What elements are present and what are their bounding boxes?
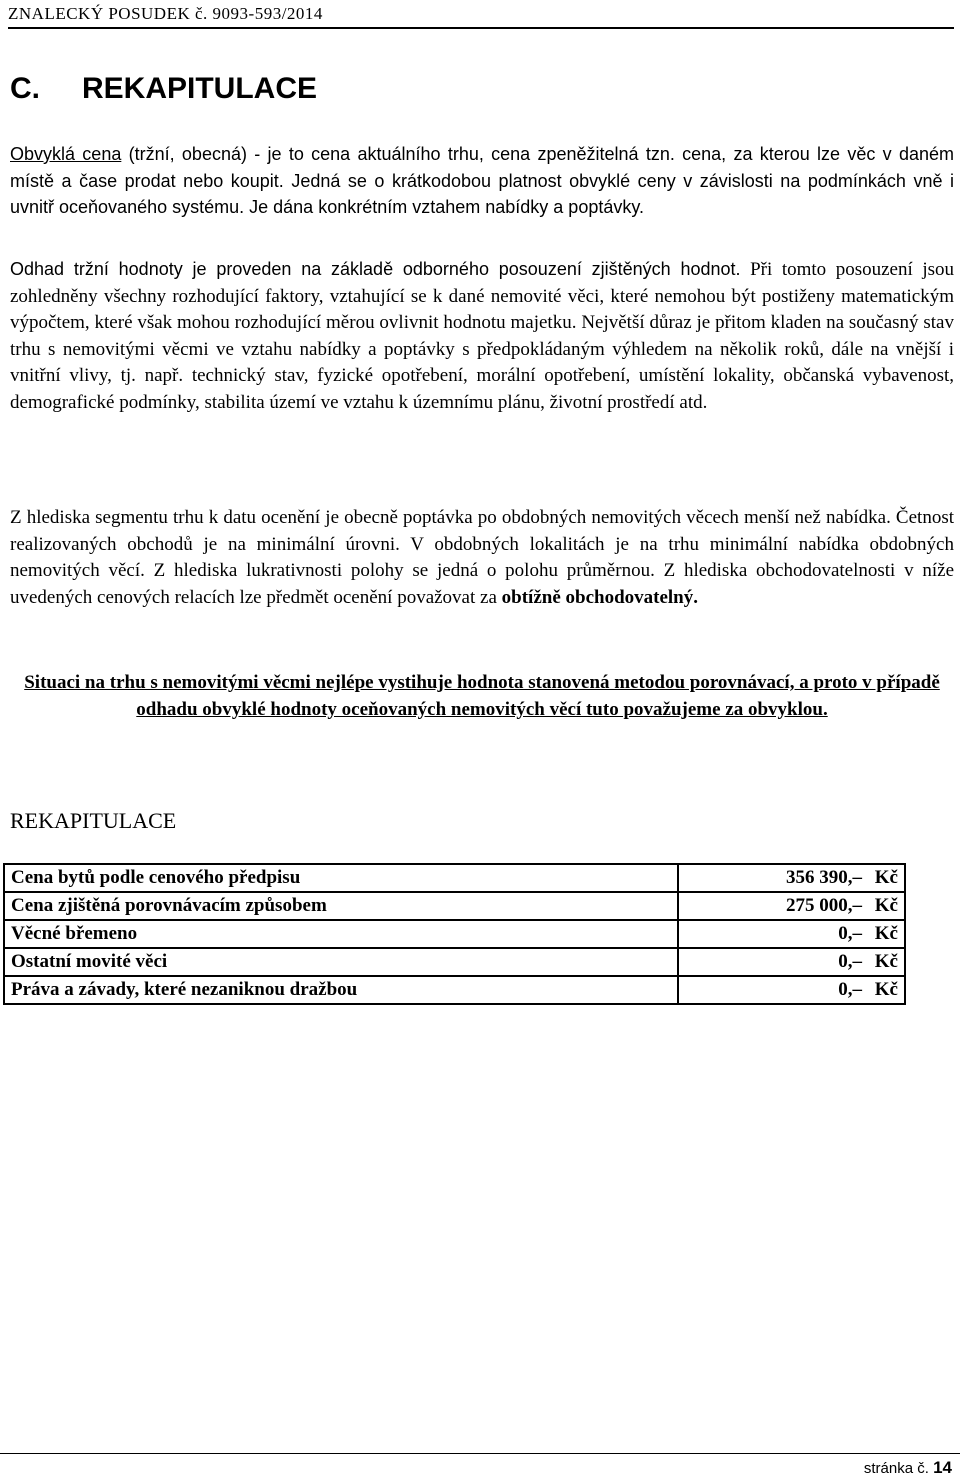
row-amount — [678, 864, 905, 892]
section-title-text: REKAPITULACE — [82, 72, 318, 105]
estimate-lead: Odhad tržní hodnoty je proveden na základě odborného posouzení zjištěných hodnot. — [10, 259, 741, 279]
page-label-text: stránka č. — [863, 1460, 929, 1477]
market-bold: obtížně obchodovatelný. — [501, 586, 698, 608]
definition-term: Obvyklá cena — [10, 144, 122, 164]
page-indicator — [864, 1458, 952, 1478]
market-paragraph — [10, 505, 954, 611]
amount-value: 0,– — [838, 951, 862, 972]
document-header — [8, 2, 954, 29]
row-label: Cena zjištěná porovnávacím způsobem — [4, 892, 678, 920]
amount-currency: Kč — [874, 979, 898, 1000]
recap-heading: REKAPITULACE — [10, 808, 177, 833]
amount-currency: Kč — [874, 923, 898, 944]
amount-value: 275 000,– — [786, 895, 862, 916]
amount-currency: Kč — [874, 895, 898, 916]
amount-value: 0,– — [838, 979, 862, 1000]
estimate-paragraph — [10, 256, 954, 416]
definition-paragraph — [10, 141, 954, 221]
header-text: ZNALECKÝ POSUDEK č. 9093-593/2014 — [8, 4, 323, 23]
row-amount — [678, 976, 905, 1004]
section-title — [10, 72, 317, 106]
conclusion-statement: Situaci na trhu s nemovitými věcmi nejlépe vystihuje hodnota stanovená metodou porovnávací, a proto v případě odhadu obvyklé hodnoty oceňovaných nemovitých věcí tuto považujeme za obvyklou. — [24, 672, 940, 720]
market-text: Z hlediska segmentu trhu k datu ocenění je obecně poptávka po obdobných nemovitých věcech menší než nabídka. Četnost realizovaných obchodů je na minimální úrovni. V obdobných lokalitách je na trhu minimální nabídka obdobných nemovitých věcí. Z hlediska lukrativnosti polohy se jedná o polohu průměrnou. Z hlediska obchodovatelnosti v níže uvedených cenových relacích lze předmět ocenění považovat za — [10, 507, 954, 608]
estimate-text: Při tomto posouzení jsou zohledněny všechny rozhodující faktory, vztahující se k dané nemovité věci, které nemohou být postiženy matematickým výpočtem, které však mohou rozhodující měrou ovlivnit hodnotu majetku. Největší důraz je přitom kladen na současný stav trhu s nemovitými věcmi ve vztahu nabídky a poptávky s předpokládaným výhledem na několik roků, dále na vnější i vnitřní vlivy, tj. např. technický stav, fyzické opotřebení, morální opotřebení, umístění lokality, občanská vybavenost, demografické podmínky, stabilita území ve vztahu k územnímu plánu, životní prostředí atd. — [10, 259, 954, 413]
amount-currency: Kč — [874, 951, 898, 972]
row-label: Práva a závady, které nezaniknou dražbou — [4, 976, 678, 1004]
amount-value: 0,– — [838, 923, 862, 944]
row-label: Věcné břemeno — [4, 920, 678, 948]
table-row — [4, 976, 905, 1004]
table-row — [4, 948, 905, 976]
table-row — [4, 920, 905, 948]
recap-table — [3, 863, 906, 1005]
table-row — [4, 892, 905, 920]
row-label: Ostatní movité věci — [4, 948, 678, 976]
page-number: 14 — [933, 1458, 952, 1477]
amount-currency: Kč — [874, 867, 898, 888]
row-amount — [678, 920, 905, 948]
page-footer — [0, 1453, 960, 1484]
table-row — [4, 864, 905, 892]
amount-value: 356 390,– — [786, 867, 862, 888]
definition-text: (tržní, obecná) - je to cena aktuálního trhu, cena zpeněžitelná tzn. cena, za kterou lze věc v daném místě a čase prodat nebo koupit. Jedná se o krátkodobou platnost obvyklé ceny v závislosti na podmínkách vně i uvnitř oceňovaného systému. Je dána konkrétním vztahem nabídky a poptávky. — [10, 144, 954, 217]
row-amount — [678, 892, 905, 920]
row-label: Cena bytů podle cenového předpisu — [4, 864, 678, 892]
section-number: C. — [10, 72, 40, 105]
row-amount — [678, 948, 905, 976]
